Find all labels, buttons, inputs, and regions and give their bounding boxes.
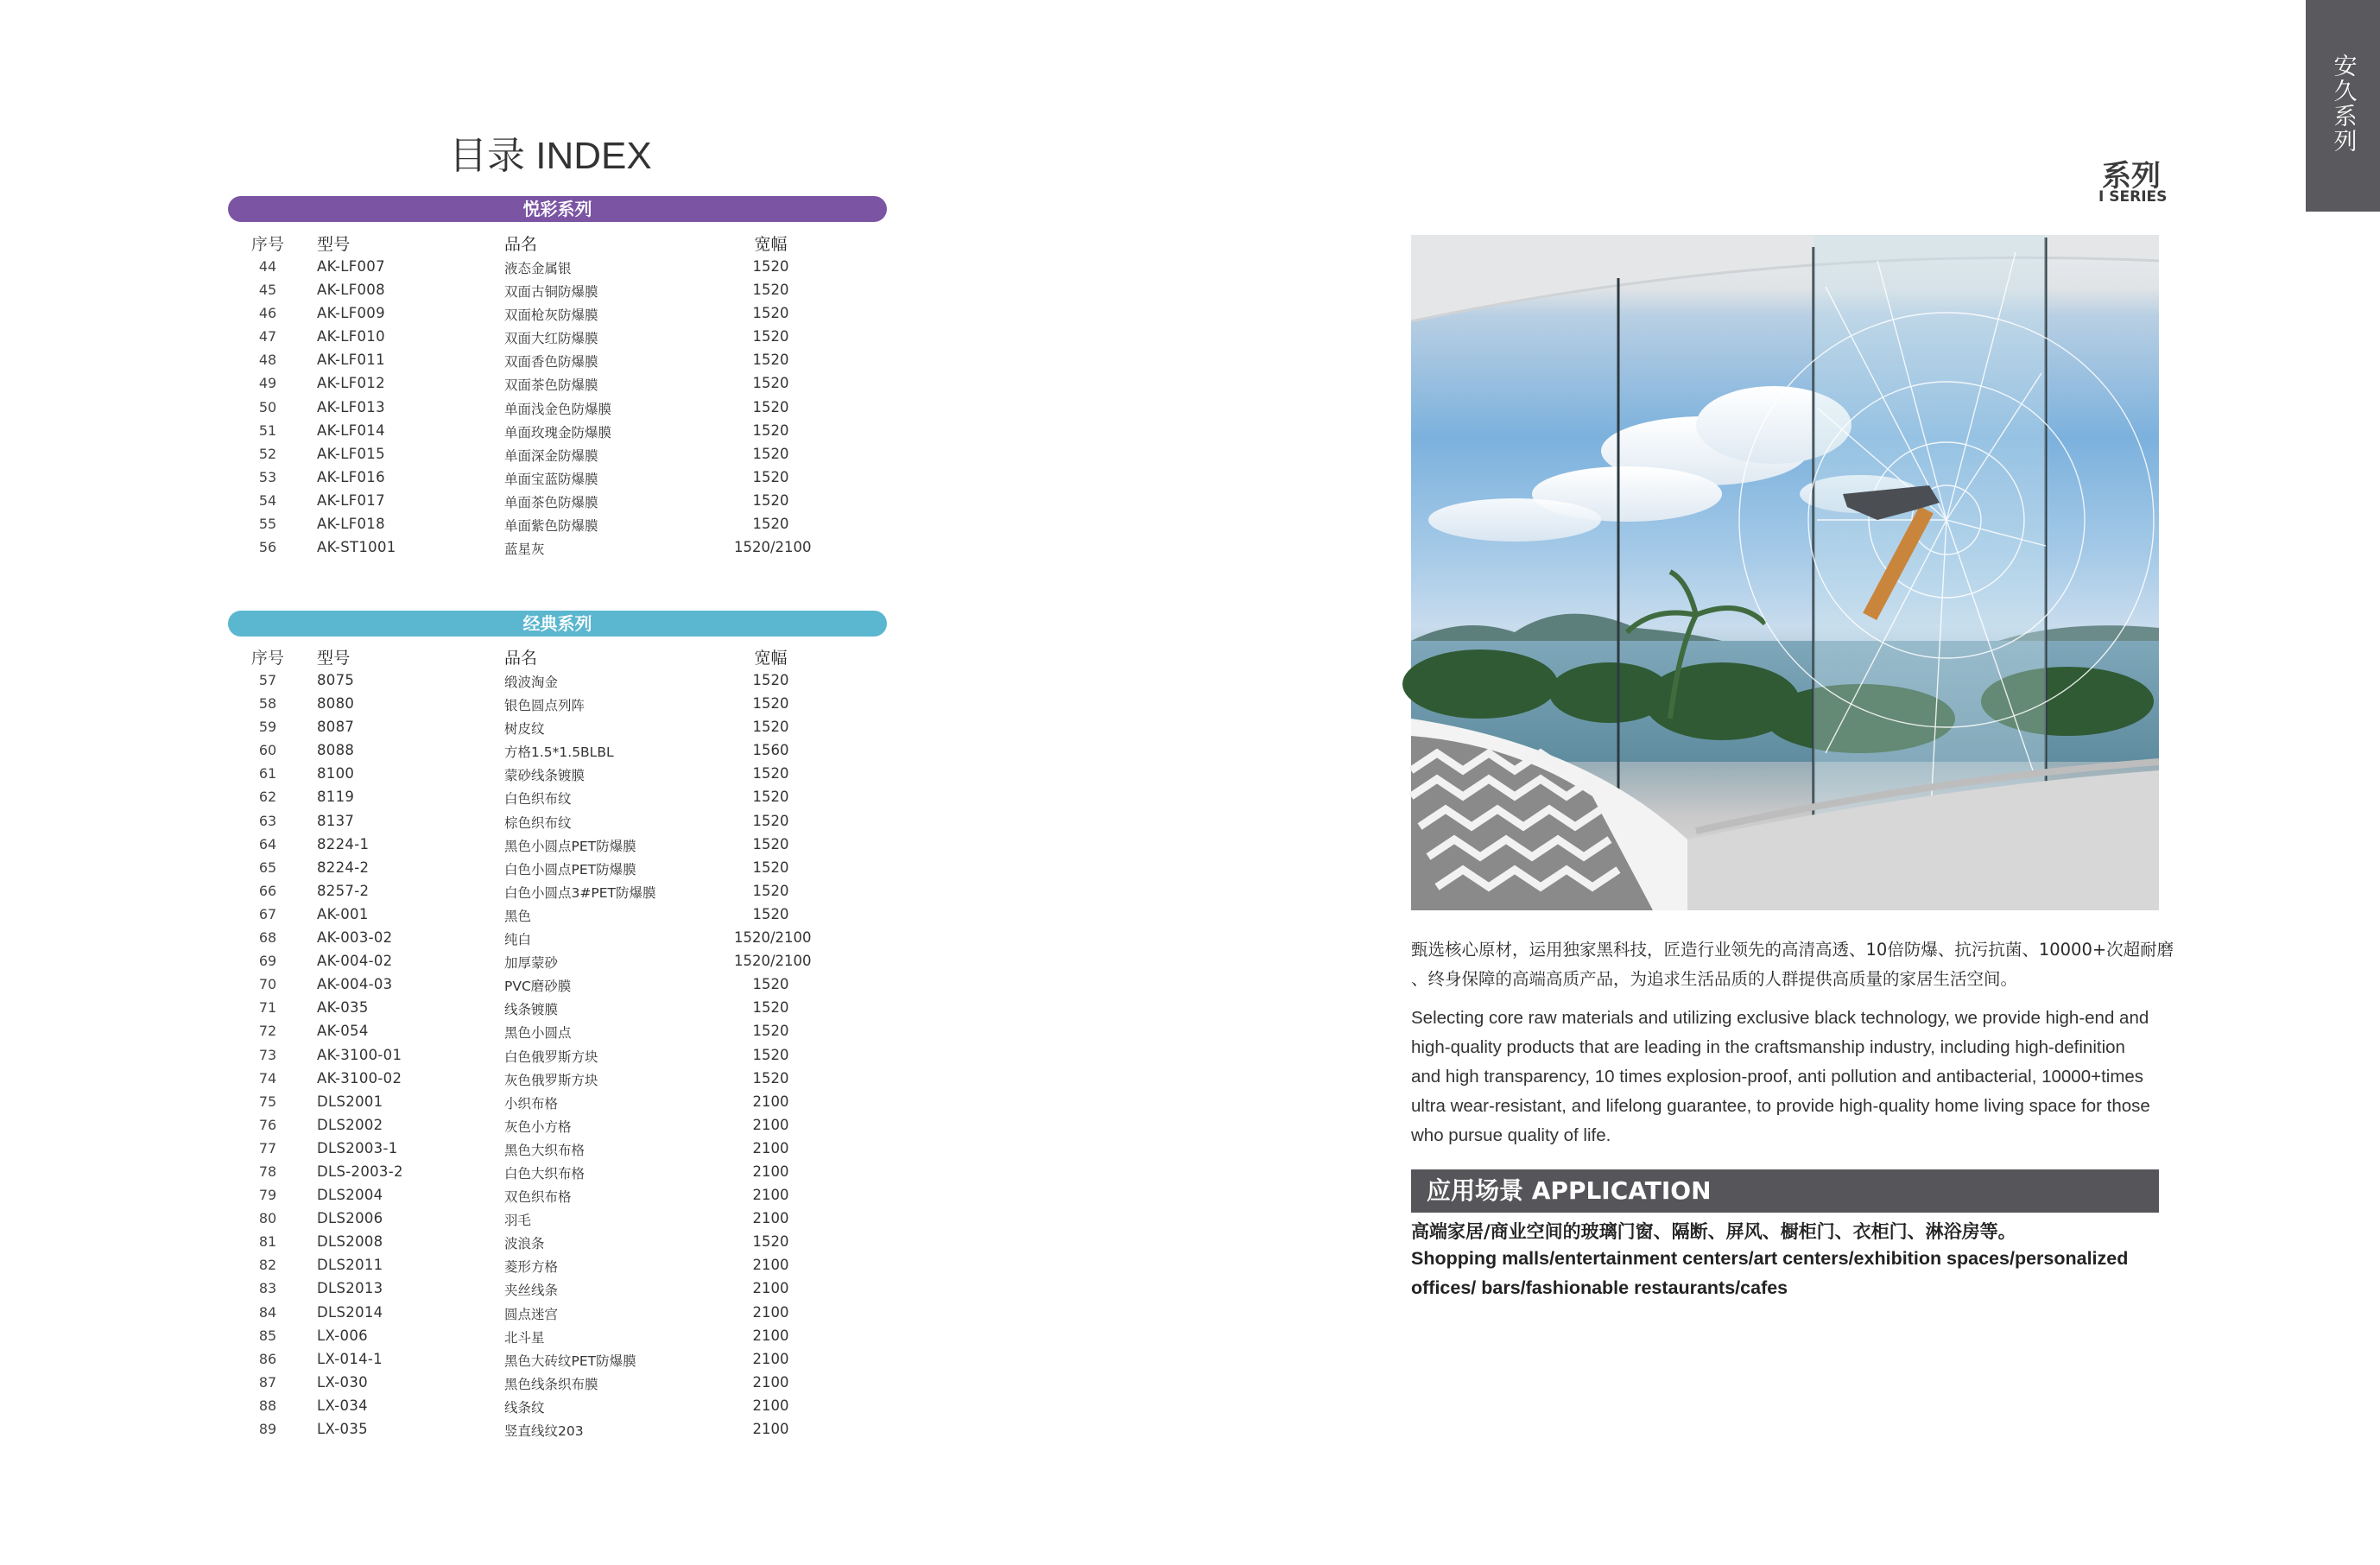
cell-model: AK-3100-02 — [317, 1069, 402, 1087]
cell-width: 1520 — [752, 445, 789, 462]
cell-model: AK-LF007 — [317, 258, 385, 275]
cell-width: 2100 — [752, 1116, 789, 1133]
cell-width: 2100 — [752, 1421, 789, 1437]
cell-name: 单面宝蓝防爆膜 — [504, 471, 598, 487]
cell-no: 75 — [258, 1093, 277, 1110]
table-row — [0, 373, 950, 396]
cell-width: 1560 — [752, 742, 789, 759]
table-row — [0, 1396, 950, 1419]
table-row — [0, 834, 950, 858]
cell-width: 1520 — [752, 789, 789, 806]
cell-width: 1520 — [752, 516, 789, 533]
cell-no: 54 — [258, 491, 277, 509]
cell-model: LX-014-1 — [317, 1350, 383, 1367]
table-row — [0, 1021, 950, 1044]
cell-name: 线条纹 — [504, 1399, 545, 1416]
cell-no: 52 — [258, 445, 277, 462]
cell-name: 单面玫瑰金防爆膜 — [504, 424, 612, 440]
cell-no: 55 — [258, 516, 277, 533]
table-row — [0, 951, 950, 974]
cell-model: 8119 — [317, 789, 355, 806]
cell-width: 1520 — [752, 835, 789, 852]
cell-name: 竖直线纹203 — [504, 1423, 584, 1439]
table-row — [0, 257, 950, 280]
cell-no: 51 — [258, 421, 277, 439]
cell-model: AK-035 — [317, 999, 369, 1017]
cell-width: 1520 — [752, 812, 789, 829]
table-row — [0, 904, 950, 928]
table-row — [0, 1068, 950, 1092]
side-tab-label: 安久系列 — [2329, 54, 2357, 154]
cell-no: 69 — [258, 953, 277, 970]
table-row — [0, 397, 950, 421]
cell-width: 1520 — [752, 468, 789, 485]
cell-no: 67 — [258, 905, 277, 922]
cell-no: 50 — [258, 398, 277, 415]
series-title-en: I SERIES — [2098, 188, 2168, 206]
cell-name: 双色织布格 — [504, 1189, 572, 1206]
cell-name: 黑色小圆点 — [504, 1025, 572, 1042]
table-row — [0, 444, 950, 467]
col-no-label: 序号 — [250, 649, 284, 668]
table-row — [0, 280, 950, 303]
cell-no: 79 — [258, 1187, 277, 1204]
cell-width: 1520 — [752, 999, 789, 1017]
cell-model: LX-030 — [317, 1373, 368, 1391]
cell-no: 49 — [258, 375, 277, 392]
cell-name: 双面古铜防爆膜 — [504, 284, 598, 301]
table-row — [0, 1092, 950, 1115]
cell-model: 8087 — [317, 719, 355, 736]
cell-width: 1520 — [752, 491, 789, 509]
cell-width: 1520 — [752, 328, 789, 345]
table-row — [0, 1115, 950, 1138]
cell-width: 1520 — [752, 719, 789, 736]
cell-width: 2100 — [752, 1139, 789, 1156]
cell-no: 65 — [258, 859, 277, 876]
cell-width: 2100 — [752, 1350, 789, 1367]
col-name-label: 品名 — [504, 649, 538, 668]
cell-model: DLS-2003-2 — [317, 1163, 403, 1180]
application-cn: 高端家居/商业空间的玻璃门窗、隔断、屏风、橱柜门、衣柜门、淋浴房等。 — [1411, 1221, 2016, 1242]
cell-name: 菱形方格 — [504, 1259, 559, 1276]
cell-no: 84 — [258, 1303, 277, 1321]
table-row — [0, 811, 950, 834]
cell-model: 8075 — [317, 672, 355, 688]
cell-width: 1520/2100 — [734, 953, 812, 970]
table-row — [0, 858, 950, 881]
cell-name: 圆点迷宫 — [504, 1306, 559, 1322]
cell-model: DLS2006 — [317, 1210, 383, 1227]
cell-no: 72 — [258, 1023, 277, 1040]
table-row — [0, 717, 950, 740]
cell-no: 56 — [258, 539, 277, 556]
table-row — [0, 974, 950, 998]
col-no-label: 序号 — [250, 235, 284, 254]
cell-model: AK-004-02 — [317, 953, 393, 970]
cell-name: 黑色大砖纹PET防爆膜 — [504, 1353, 636, 1369]
cell-name: 白色小圆点PET防爆膜 — [504, 861, 636, 878]
cell-name: 单面深金防爆膜 — [504, 447, 598, 464]
cell-width: 1520 — [752, 375, 789, 392]
cell-name: 单面浅金色防爆膜 — [504, 401, 612, 417]
cell-model: DLS2002 — [317, 1116, 383, 1133]
cell-model: AK-LF017 — [317, 491, 385, 509]
col-model-label: 型号 — [317, 649, 351, 668]
cell-name: 蒙砂线条镀膜 — [504, 768, 586, 784]
table-row — [0, 1232, 950, 1255]
cell-width: 2100 — [752, 1303, 789, 1321]
cell-no: 80 — [258, 1210, 277, 1227]
cell-width: 1520 — [752, 1046, 789, 1063]
cell-model: AK-LF012 — [317, 375, 385, 392]
cell-width: 1520 — [752, 765, 789, 782]
cell-no: 70 — [258, 976, 277, 993]
cell-name: 双面大红防爆膜 — [504, 331, 598, 347]
cell-model: AK-ST1001 — [317, 539, 396, 556]
cell-name: 线条镀膜 — [504, 1002, 559, 1018]
cell-no: 85 — [258, 1327, 277, 1344]
cell-model: AK-LF008 — [317, 282, 385, 299]
cell-name: 北斗星 — [504, 1329, 545, 1346]
table-row — [0, 514, 950, 537]
cell-model: DLS2004 — [317, 1187, 383, 1204]
cell-width: 1520 — [752, 882, 789, 899]
cell-name: 白色俄罗斯方块 — [504, 1049, 598, 1065]
table-row — [0, 1045, 950, 1068]
cell-width: 1520/2100 — [734, 539, 812, 556]
cell-width: 1520 — [752, 1233, 789, 1251]
cell-name: 黑色小圆点PET防爆膜 — [504, 838, 636, 854]
cell-name: 双面香色防爆膜 — [504, 354, 598, 371]
cell-width: 1520 — [752, 1069, 789, 1087]
cell-width: 2100 — [752, 1163, 789, 1180]
table-row — [0, 740, 950, 763]
cell-no: 83 — [258, 1280, 277, 1297]
table-row — [0, 998, 950, 1021]
table-row — [0, 421, 950, 444]
table-row — [0, 1255, 950, 1278]
cell-model: AK-LF015 — [317, 445, 385, 462]
table-row — [0, 1162, 950, 1185]
cell-model: 8257-2 — [317, 882, 370, 899]
cell-no: 77 — [258, 1139, 277, 1156]
description-cn-line: 甄选核心原材，运用独家黑科技，匠造行业领先的高清高透、10倍防爆、抗污抗菌、10000+次超耐磨 — [1411, 940, 2174, 960]
table-header-yuecai — [0, 231, 950, 257]
cell-width: 1520 — [752, 421, 789, 439]
table-row — [0, 763, 950, 787]
table-row — [0, 1278, 950, 1302]
cell-model: AK-001 — [317, 905, 369, 922]
cell-model: DLS2008 — [317, 1233, 383, 1251]
cell-name: 黑色大织布格 — [504, 1142, 586, 1158]
cell-width: 2100 — [752, 1373, 789, 1391]
cell-model: AK-004-03 — [317, 976, 393, 993]
cell-name: 白色大织布格 — [504, 1165, 586, 1182]
cell-name: 灰色俄罗斯方块 — [504, 1072, 598, 1088]
cell-no: 53 — [258, 468, 277, 485]
cell-width: 1520 — [752, 905, 789, 922]
cell-model: LX-035 — [317, 1421, 368, 1437]
cell-model: 8088 — [317, 742, 355, 759]
table-row — [0, 326, 950, 350]
col-name-label: 品名 — [504, 235, 538, 254]
cell-name: PVC磨砂膜 — [504, 979, 572, 995]
cell-name: 黑色线条织布膜 — [504, 1376, 598, 1392]
cell-name: 单面茶色防爆膜 — [504, 494, 598, 510]
cell-width: 2100 — [752, 1093, 789, 1110]
series-title-cn: 系列 — [2102, 159, 2161, 193]
cell-name: 夹丝线条 — [504, 1283, 559, 1299]
cell-no: 59 — [258, 719, 277, 736]
table-row — [0, 1302, 950, 1326]
table-row — [0, 1372, 950, 1396]
cell-model: 8100 — [317, 765, 355, 782]
cell-model: DLS2014 — [317, 1303, 383, 1321]
cell-name: 缎波淘金 — [504, 675, 559, 690]
section-band-yuecai: 悦彩系列 — [228, 196, 887, 222]
cell-name: 白色织布纹 — [504, 791, 572, 808]
cell-no: 46 — [258, 305, 277, 322]
table-row — [0, 787, 950, 810]
table-row — [0, 1326, 950, 1349]
table-row — [0, 928, 950, 951]
cell-width: 1520 — [752, 398, 789, 415]
cell-model: DLS2013 — [317, 1280, 383, 1297]
cell-model: AK-3100-01 — [317, 1046, 402, 1063]
cell-width: 2100 — [752, 1187, 789, 1204]
table-row — [0, 1419, 950, 1442]
cell-width: 1520 — [752, 695, 789, 713]
cell-width: 2100 — [752, 1397, 789, 1414]
cell-width: 2100 — [752, 1280, 789, 1297]
cell-width: 1520 — [752, 1023, 789, 1040]
cell-no: 61 — [258, 765, 277, 782]
cell-width: 1520/2100 — [734, 929, 812, 947]
cell-model: AK-LF018 — [317, 516, 385, 533]
cell-no: 81 — [258, 1233, 277, 1251]
table-row — [0, 303, 950, 326]
cell-model: 8080 — [317, 695, 355, 713]
cell-width: 1520 — [752, 859, 789, 876]
table-row — [0, 1208, 950, 1232]
cell-model: DLS2003-1 — [317, 1139, 398, 1156]
col-width-label: 宽幅 — [754, 235, 788, 254]
cell-name: 黑色 — [504, 908, 532, 924]
cell-no: 76 — [258, 1116, 277, 1133]
cell-no: 78 — [258, 1163, 277, 1180]
cell-name: 纯白 — [504, 932, 532, 948]
cell-no: 74 — [258, 1069, 277, 1087]
cell-no: 60 — [258, 742, 277, 759]
table-row — [0, 694, 950, 717]
cell-no: 87 — [258, 1373, 277, 1391]
table-row — [0, 881, 950, 904]
cell-no: 88 — [258, 1397, 277, 1414]
index-title: 目录 INDEX — [449, 135, 652, 177]
cell-no: 48 — [258, 352, 277, 369]
cell-model: AK-LF011 — [317, 352, 385, 369]
description-cn — [1411, 935, 2174, 994]
cell-model: LX-034 — [317, 1397, 368, 1414]
cell-no: 63 — [258, 812, 277, 829]
cell-no: 44 — [258, 258, 277, 275]
series-side-tab — [2306, 0, 2380, 212]
cell-model: DLS2001 — [317, 1093, 383, 1110]
cell-name: 小织布格 — [504, 1095, 559, 1112]
cell-model: AK-LF014 — [317, 421, 385, 439]
cell-model: 8137 — [317, 812, 355, 829]
cell-name: 白色小圆点3#PET防爆膜 — [504, 884, 656, 901]
cell-width: 1520 — [752, 352, 789, 369]
cell-name: 加厚蒙砂 — [504, 955, 559, 972]
cell-name: 树皮纹 — [504, 721, 545, 738]
cell-width: 1520 — [752, 258, 789, 275]
table-row — [0, 350, 950, 373]
cell-name: 双面枪灰防爆膜 — [504, 307, 598, 324]
cell-no: 89 — [258, 1421, 277, 1437]
cell-model: 8224-2 — [317, 859, 370, 876]
col-model-label: 型号 — [317, 235, 351, 254]
cell-no: 68 — [258, 929, 277, 947]
cell-width: 2100 — [752, 1257, 789, 1274]
description-en: Selecting core raw materials and utilizing exclusive black technology, we provide high-end and high-quality products that are leading in the craftsmanship industry, including high-definition and high transparency, 10 times explosion-proof, anti pollution and antibacterial, 10000+times ultra wear-resistant, and lifelong guarantee, to provide high-quality home living space for those who pursue quality of life. — [1411, 1008, 2150, 1145]
cell-no: 47 — [258, 328, 277, 345]
description-cn-line: 、终身保障的高端高质产品，为追求生活品质的人群提供高质量的家居生活空间。 — [1411, 969, 2018, 989]
cell-no: 57 — [258, 672, 277, 688]
cell-name: 灰色小方格 — [504, 1118, 572, 1135]
table-body-yuecai — [0, 257, 950, 561]
cell-no: 82 — [258, 1257, 277, 1274]
cell-width: 1520 — [752, 672, 789, 688]
cell-no: 73 — [258, 1046, 277, 1063]
cell-no: 45 — [258, 282, 277, 299]
table-row — [0, 467, 950, 491]
cell-model: 8224-1 — [317, 835, 370, 852]
cell-no: 58 — [258, 695, 277, 713]
cell-model: AK-003-02 — [317, 929, 393, 947]
section-band-jingdian: 经典系列 — [228, 611, 887, 637]
table-row — [0, 491, 950, 514]
table-row — [0, 1349, 950, 1372]
cell-name: 棕色织布纹 — [504, 814, 572, 831]
cell-name: 液态金属银 — [504, 261, 572, 276]
cell-no: 64 — [258, 835, 277, 852]
table-row — [0, 670, 950, 694]
cell-model: DLS2011 — [317, 1257, 383, 1274]
table-row — [0, 1185, 950, 1208]
application-heading: 应用场景 APPLICATION — [1411, 1169, 2159, 1213]
window-scene-illustration — [1411, 235, 2159, 910]
cell-name: 方格1.5*1.5BLBL — [504, 744, 614, 761]
cell-name: 双面茶色防爆膜 — [504, 377, 598, 394]
cell-model: AK-LF016 — [317, 468, 385, 485]
table-body-jingdian — [0, 670, 950, 1442]
cell-width: 2100 — [752, 1210, 789, 1227]
table-row — [0, 537, 950, 561]
cell-no: 66 — [258, 882, 277, 899]
cell-name: 单面紫色防爆膜 — [504, 518, 598, 535]
table-header-jingdian — [0, 645, 950, 671]
cell-name: 银色圆点列阵 — [504, 698, 586, 714]
cell-model: AK-LF009 — [317, 305, 385, 322]
cell-width: 1520 — [752, 976, 789, 993]
cell-no: 62 — [258, 789, 277, 806]
col-width-label: 宽幅 — [754, 649, 788, 668]
hero-photo — [1411, 235, 2159, 910]
cell-model: AK-LF013 — [317, 398, 385, 415]
cell-name: 波浪条 — [504, 1236, 545, 1252]
cell-no: 71 — [258, 999, 277, 1017]
cell-name: 蓝星灰 — [504, 542, 545, 558]
application-en: Shopping malls/entertainment centers/art centers/exhibition spaces/personalized offices/ bars/fashionable restaurants/cafes — [1411, 1248, 2129, 1298]
table-row — [0, 1138, 950, 1162]
cell-name: 羽毛 — [504, 1213, 532, 1229]
cell-width: 1520 — [752, 282, 789, 299]
cell-model: LX-006 — [317, 1327, 368, 1344]
cell-width: 2100 — [752, 1327, 789, 1344]
cell-model: AK-054 — [317, 1023, 369, 1040]
cell-width: 1520 — [752, 305, 789, 322]
cell-no: 86 — [258, 1350, 277, 1367]
cell-model: AK-LF010 — [317, 328, 385, 345]
